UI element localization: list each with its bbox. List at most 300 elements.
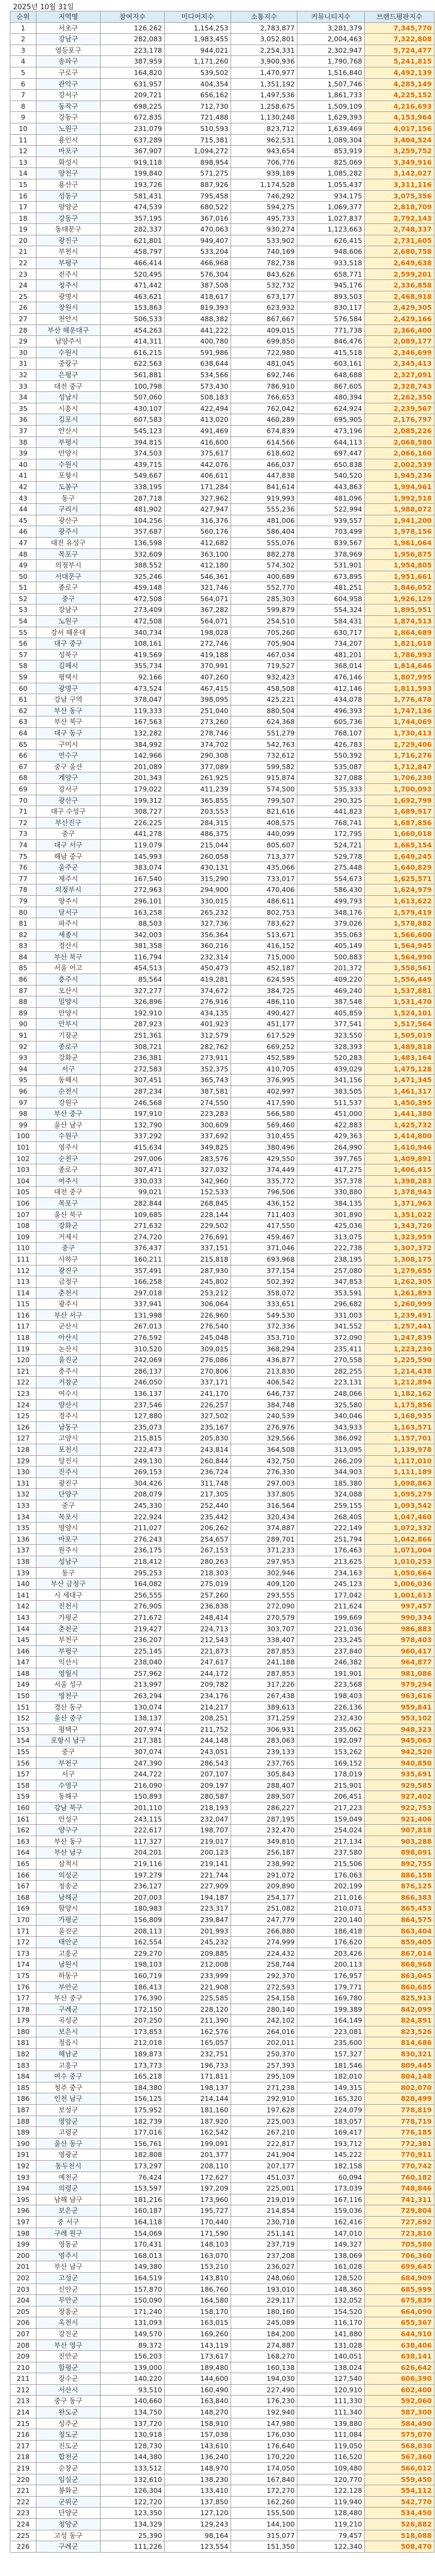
communication-cell: 400,689 (231, 571, 297, 582)
rank-cell: 29 (10, 336, 36, 347)
participation-cell: 127,880 (101, 1411, 165, 1422)
region-cell: 양양군 (36, 202, 101, 213)
participation-cell: 217,381 (101, 1735, 165, 1747)
region-cell: 순천구 (36, 1153, 101, 1164)
community-cell: 626,415 (297, 235, 365, 246)
brand-reputation-cell: 1,994,961 (365, 481, 434, 492)
media-cell: 221,873 (165, 1645, 231, 1657)
region-cell: 부산 남구 (36, 2261, 101, 2273)
table-row (10, 1769, 434, 1780)
brand-reputation-cell: 4,153,964 (365, 112, 434, 123)
brand-reputation-cell: 1,613,622 (365, 895, 434, 907)
media-cell: 247,617 (165, 1657, 231, 1668)
community-cell: 193,712 (297, 2138, 365, 2149)
brand-reputation-cell: 699,645 (365, 2261, 434, 2273)
region-cell: 구례군 (36, 2004, 101, 2015)
table-row (10, 246, 434, 258)
region-cell: 안성구 (36, 1813, 101, 1825)
region-cell: 오산시 (36, 985, 101, 996)
region-cell: 광진구 (36, 1265, 101, 1276)
brand-reputation-cell: 1,700,093 (365, 783, 434, 795)
media-cell: 163,070 (165, 2250, 231, 2261)
brand-reputation-cell: 2,327,091 (365, 370, 434, 381)
participation-cell: 622,563 (101, 358, 165, 370)
brand-reputation-cell: 1,988,072 (365, 504, 434, 515)
media-cell: 207,107 (165, 1769, 231, 1780)
table-row (10, 1253, 434, 1265)
media-cell: 276,086 (165, 1355, 231, 1366)
region-cell: 춘천군 (36, 1623, 101, 1635)
brand-reputation-cell: 554,112 (365, 2485, 434, 2497)
media-cell: 195,727 (165, 2205, 231, 2217)
region-cell: 대구 수성구 (36, 806, 101, 818)
participation-cell: 108,161 (101, 638, 165, 650)
table-row (10, 1007, 434, 1019)
brand-reputation-cell: 2,649,638 (365, 258, 434, 269)
brand-reputation-cell: 1,441,380 (365, 1108, 434, 1120)
participation-cell: 340,734 (101, 627, 165, 638)
table-row (10, 772, 434, 784)
region-cell: 원주시 (36, 1545, 101, 1556)
table-row (10, 1925, 434, 1937)
brand-reputation-cell: 963,616 (365, 1691, 434, 1702)
brand-reputation-cell: 567,360 (365, 2452, 434, 2463)
brand-reputation-cell: 940,850 (365, 1757, 434, 1769)
communication-cell: 711,403 (231, 1209, 297, 1220)
community-cell: 1,629,393 (297, 112, 365, 123)
media-cell: 400,780 (165, 336, 231, 347)
participation-cell: 286,137 (101, 1365, 165, 1377)
table-header-row (10, 11, 434, 23)
media-cell: 300,609 (165, 1119, 231, 1131)
brand-reputation-cell: 1,095,279 (365, 1489, 434, 1500)
table-row (10, 2272, 434, 2284)
region-cell: 영천구 (36, 1691, 101, 1702)
region-cell: 순천시 (36, 1086, 101, 1097)
participation-cell: 209,721 (101, 90, 165, 101)
participation-cell: 245,330 (101, 1500, 165, 1511)
rank-cell: 31 (10, 358, 36, 370)
communication-cell: 274,999 (231, 1937, 297, 1948)
rank-cell: 223 (10, 2508, 36, 2519)
brand-reputation-cell: 1,992,518 (365, 492, 434, 504)
rank-cell: 140 (10, 1579, 36, 1590)
community-cell: 164,149 (297, 2015, 365, 2026)
media-cell: 416,600 (165, 436, 231, 448)
media-cell: 356,364 (165, 929, 231, 940)
table-row (10, 381, 434, 392)
media-cell: 137,850 (165, 2496, 231, 2508)
rank-cell: 111 (10, 1253, 36, 1265)
communication-cell: 229,117 (231, 2295, 297, 2306)
participation-cell: 166,258 (101, 1276, 165, 1288)
rank-cell: 169 (10, 1903, 36, 1914)
participation-cell: 226,225 (101, 817, 165, 828)
media-cell: 160,490 (165, 2384, 231, 2396)
brand-reputation-cell: 1,926,129 (365, 593, 434, 604)
rank-cell: 224 (10, 2519, 36, 2530)
table-row (10, 1780, 434, 1791)
table-row (10, 1970, 434, 1981)
communication-cell: 1,470,977 (231, 67, 297, 78)
brand-reputation-cell: 1,323,959 (365, 1231, 434, 1243)
media-cell: 172,627 (165, 2172, 231, 2183)
participation-cell: 219,116 (101, 1858, 165, 1869)
community-cell: 630,717 (297, 627, 365, 638)
region-cell: 광주시 (36, 1299, 101, 1310)
communication-cell: 594,275 (231, 202, 297, 213)
rank-cell: 44 (10, 504, 36, 515)
media-cell: 171,811 (165, 2071, 231, 2082)
table-row (10, 1187, 434, 1198)
community-cell: 140,051 (297, 2351, 365, 2362)
rank-cell: 13 (10, 157, 36, 168)
community-cell: 109,480 (297, 2463, 365, 2474)
region-cell: 밀양시 (36, 996, 101, 1008)
region-cell: 영암군 (36, 2116, 101, 2127)
media-cell: 205,830 (165, 1433, 231, 1444)
community-cell: 182,158 (297, 2161, 365, 2172)
region-cell: 수원시 (36, 347, 101, 358)
brand-reputation-cell: 1,624,979 (365, 884, 434, 896)
communication-cell: 239,133 (231, 1747, 297, 1758)
rank-cell: 96 (10, 1086, 36, 1097)
participation-cell: 173,773 (101, 2060, 165, 2071)
rank-cell: 206 (10, 2317, 36, 2329)
brand-reputation-cell: 1,505,019 (365, 1030, 434, 1041)
region-cell: 평택시 (36, 672, 101, 683)
brand-reputation-cell: 997,457 (365, 1601, 434, 1612)
communication-cell: 225,003 (231, 2116, 297, 2127)
table-row (10, 280, 434, 291)
region-cell: 인천 남구 (36, 2093, 101, 2105)
table-row (10, 918, 434, 930)
brand-reputation-cell: 1,163,571 (365, 1421, 434, 1433)
brand-reputation-cell: 863,404 (365, 1925, 434, 1937)
participation-cell: 207,250 (101, 2015, 165, 2026)
communication-cell: 267,210 (231, 2127, 297, 2138)
table-row (10, 258, 434, 269)
table-row (10, 2060, 434, 2071)
rank-cell: 192 (10, 2161, 36, 2172)
communication-cell: 368,294 (231, 1343, 297, 1355)
media-cell: 276,916 (165, 996, 231, 1008)
brand-reputation-cell: 3,311,116 (365, 179, 434, 190)
table-row (10, 996, 434, 1008)
region-cell: 부평구 (36, 258, 101, 269)
communication-cell: 451,177 (231, 1019, 297, 1030)
participation-cell: 414,311 (101, 336, 165, 347)
communication-cell: 305,843 (231, 1769, 297, 1780)
rank-cell: 26 (10, 302, 36, 314)
brand-reputation-cell: 2,792,143 (365, 213, 434, 224)
community-cell: 417,275 (297, 1164, 365, 1176)
media-cell: 337,151 (165, 1243, 231, 1254)
media-cell: 508,183 (165, 392, 231, 403)
participation-cell: 99,021 (101, 1187, 165, 1198)
table-row (10, 537, 434, 548)
participation-cell: 287,234 (101, 1086, 165, 1097)
table-row (10, 2407, 434, 2418)
rank-cell: 110 (10, 1243, 36, 1254)
brand-reputation-cell: 770,911 (365, 2149, 434, 2161)
brand-reputation-cell: 778,819 (365, 2105, 434, 2116)
region-cell: 중구 (36, 593, 101, 604)
participation-cell: 132,282 (101, 728, 165, 739)
rank-cell: 58 (10, 660, 36, 672)
community-cell: 138,069 (297, 2250, 365, 2261)
rank-cell: 46 (10, 526, 36, 538)
brand-reputation-cell: 566,012 (365, 2463, 434, 2474)
brand-reputation-cell: 1,776,478 (365, 694, 434, 706)
participation-cell: 257,962 (101, 1668, 165, 1679)
rank-cell: 158 (10, 1780, 36, 1791)
community-cell: 222,738 (297, 1243, 365, 1254)
brand-reputation-cell: 1,047,460 (365, 1511, 434, 1523)
communication-cell: 335,772 (231, 1175, 297, 1187)
brand-reputation-cell: 1,531,470 (365, 996, 434, 1008)
region-cell: 포천시 (36, 1444, 101, 1456)
rank-cell: 95 (10, 1075, 36, 1086)
media-cell: 370,991 (165, 660, 231, 672)
communication-cell: 144,100 (231, 2519, 297, 2530)
rank-cell: 82 (10, 929, 36, 940)
communication-cell: 241,904 (231, 2149, 297, 2161)
community-cell: 169,780 (297, 1993, 365, 2004)
brand-reputation-cell: 1,307,372 (365, 1243, 434, 1254)
brand-reputation-cell: 1,687,856 (365, 817, 434, 828)
communication-cell: 805,607 (231, 839, 297, 851)
community-cell: 223,081 (297, 2026, 365, 2037)
rank-cell: 202 (10, 2272, 36, 2284)
media-cell: 158,170 (165, 2306, 231, 2317)
region-cell: 경주시 (36, 1411, 101, 1422)
brand-reputation-cell: 2,336,858 (365, 280, 434, 291)
community-cell: 344,903 (297, 1467, 365, 1478)
communication-cell: 823,712 (231, 123, 297, 134)
media-cell: 219,017 (165, 1836, 231, 1847)
media-cell: 245,232 (165, 1937, 231, 1948)
table-row (10, 2317, 434, 2329)
table-row (10, 1645, 434, 1657)
communication-cell: 276,976 (231, 1421, 297, 1433)
media-cell: 534,566 (165, 370, 231, 381)
brand-reputation-cell: 2,176,797 (365, 414, 434, 426)
region-cell: 옥천시 (36, 2317, 101, 2329)
region-cell: 용인시 (36, 134, 101, 146)
brand-reputation-cell: 5,241,815 (365, 56, 434, 67)
brand-reputation-cell: 830,321 (365, 2049, 434, 2060)
participation-cell: 173,297 (101, 2161, 165, 2172)
community-cell: 139,880 (297, 2418, 365, 2429)
community-cell: 933,518 (297, 258, 365, 269)
region-cell: 가평군 (36, 1612, 101, 1623)
table-row (10, 224, 434, 235)
participation-cell: 164,118 (101, 2216, 165, 2228)
rank-cell: 137 (10, 1545, 36, 1556)
rank-cell: 121 (10, 1365, 36, 1377)
table-row (10, 1836, 434, 1847)
participation-cell: 199,840 (101, 168, 165, 179)
media-cell: 573,430 (165, 381, 231, 392)
communication-cell: 599,879 (231, 604, 297, 616)
region-cell: 사하구 (36, 1253, 101, 1265)
participation-cell: 225,145 (101, 1645, 165, 1657)
communication-cell: 470,406 (231, 884, 297, 896)
region-cell: 영월시 (36, 1668, 101, 1679)
participation-cell: 154,069 (101, 2228, 165, 2239)
media-cell: 143,810 (165, 2272, 231, 2284)
brand-reputation-cell: 1,640,829 (365, 862, 434, 874)
table-row (10, 45, 434, 56)
communication-cell: 251,141 (231, 2228, 297, 2239)
region-cell: 부산 영구 (36, 2340, 101, 2351)
table-row (10, 1321, 434, 1332)
region-cell: 종로구 (36, 1164, 101, 1176)
communication-cell: 715,000 (231, 951, 297, 963)
brand-reputation-cell: 866,383 (365, 1892, 434, 1903)
community-cell: 223,131 (297, 1377, 365, 1388)
region-cell: 장흥군 (36, 2306, 101, 2317)
communication-cell: 599,582 (231, 761, 297, 772)
communication-cell: 251,082 (231, 1903, 297, 1914)
table-row (10, 582, 434, 594)
communication-cell: 1,258,675 (231, 101, 297, 112)
community-cell: 1,639,469 (297, 123, 365, 134)
rank-cell: 10 (10, 123, 36, 134)
participation-cell: 126,262 (101, 22, 165, 34)
media-cell: 721,488 (165, 112, 231, 123)
table-row (10, 1142, 434, 1153)
community-cell: 222,149 (297, 1523, 365, 1534)
rank-cell: 164 (10, 1847, 36, 1858)
community-cell: 1,055,437 (297, 179, 365, 190)
region-cell: 거창군 (36, 1377, 101, 1388)
brand-reputation-cell: 723,810 (365, 2228, 434, 2239)
communication-cell: 209,890 (231, 1881, 297, 1892)
media-cell: 171,590 (165, 2228, 231, 2239)
rank-cell: 40 (10, 459, 36, 470)
participation-cell: 167,563 (101, 716, 165, 728)
rank-cell: 73 (10, 828, 36, 840)
brand-reputation-cell: 1,071,004 (365, 1545, 434, 1556)
region-cell: 양천구 (36, 168, 101, 179)
communication-cell: 566,580 (231, 1108, 297, 1120)
brand-reputation-cell: 1,279,655 (365, 1265, 434, 1276)
community-cell: 213,625 (297, 1556, 365, 1567)
table-row (10, 2127, 434, 2138)
media-cell: 208,110 (165, 2161, 231, 2172)
region-cell: 강서구 (36, 90, 101, 101)
rank-cell: 175 (10, 1970, 36, 1981)
communication-cell: 943,654 (231, 146, 297, 157)
table-row (10, 1892, 434, 1903)
participation-cell: 466,414 (101, 258, 165, 269)
participation-cell: 384,992 (101, 739, 165, 750)
brand-reputation-cell: 1,556,449 (365, 974, 434, 986)
communication-cell: 287,195 (231, 1813, 297, 1825)
brand-reputation-cell: 2,468,918 (365, 291, 434, 302)
communication-cell: 257,393 (231, 2060, 297, 2071)
communication-cell: 302,946 (231, 1567, 297, 1579)
media-cell: 286,543 (165, 1757, 231, 1769)
participation-cell: 295,253 (101, 1567, 165, 1579)
media-cell: 224,713 (165, 1623, 231, 1635)
region-cell: 세종시 (36, 929, 101, 940)
region-cell: 대구 서구 (36, 839, 101, 851)
media-cell: 152,533 (165, 1187, 231, 1198)
community-cell: 893,503 (297, 291, 365, 302)
region-cell: 남동구 (36, 1421, 101, 1433)
media-cell: 221,908 (165, 1981, 231, 1993)
community-cell: 116,520 (297, 2452, 365, 2463)
brand-reputation-cell: 2,345,413 (365, 358, 434, 370)
table-row (10, 616, 434, 627)
participation-cell: 164,820 (101, 67, 165, 78)
region-cell: 충주시 (36, 1365, 101, 1377)
media-cell: 225,585 (165, 1993, 231, 2004)
participation-cell: 104,256 (101, 515, 165, 526)
community-cell: 673,895 (297, 571, 365, 582)
participation-cell: 441,278 (101, 828, 165, 840)
community-cell: 481,251 (297, 582, 365, 594)
media-cell: 235,167 (165, 1421, 231, 1433)
table-row (10, 1937, 434, 1948)
participation-cell: 307,451 (101, 1075, 165, 1086)
communication-cell: 939,189 (231, 168, 297, 179)
table-row (10, 694, 434, 706)
community-cell: 270,558 (297, 1355, 365, 1366)
media-cell: 211,752 (165, 1724, 231, 1735)
community-cell: 192,097 (297, 1735, 365, 1747)
rank-cell: 20 (10, 235, 36, 246)
community-cell: 116,170 (297, 2317, 365, 2329)
communication-cell: 197,628 (231, 2105, 297, 2116)
participation-cell: 208,079 (101, 1489, 165, 1500)
media-cell: 330,015 (165, 895, 231, 907)
communication-cell: 552,770 (231, 582, 297, 594)
community-cell: 165,320 (297, 2093, 365, 2105)
brand-reputation-cell: 1,945,236 (365, 470, 434, 482)
table-row (10, 2015, 434, 2026)
participation-cell: 180,983 (101, 1903, 165, 1914)
brand-reputation-cell: 626,642 (365, 2362, 434, 2373)
rank-cell: 144 (10, 1623, 36, 1635)
communication-cell: 258,744 (231, 1959, 297, 1970)
media-cell: 327,032 (165, 1164, 231, 1176)
region-cell: 은평구 (36, 370, 101, 381)
community-cell: 215,506 (297, 1858, 365, 1869)
region-cell: 정읍시 (36, 2037, 101, 2049)
participation-cell: 327,277 (101, 985, 165, 996)
media-cell: 215,818 (165, 1253, 231, 1265)
participation-cell: 222,924 (101, 1511, 165, 1523)
brand-reputation-cell: 760,182 (365, 2172, 434, 2183)
table-row (10, 1265, 434, 1276)
rank-cell: 87 (10, 985, 36, 996)
media-cell: 208,251 (165, 1713, 231, 1724)
community-cell: 172,795 (297, 828, 365, 840)
brand-reputation-cell: 1,786,993 (365, 649, 434, 660)
community-cell: 257,080 (297, 1265, 365, 1276)
community-cell: 220,140 (297, 1914, 365, 1925)
brand-reputation-cell: 959,841 (365, 1701, 434, 1713)
rank-cell: 52 (10, 593, 36, 604)
brand-reputation-cell: 559,450 (365, 2474, 434, 2485)
rank-cell: 54 (10, 616, 36, 627)
table-row (10, 1533, 434, 1545)
table-row (10, 1355, 434, 1366)
